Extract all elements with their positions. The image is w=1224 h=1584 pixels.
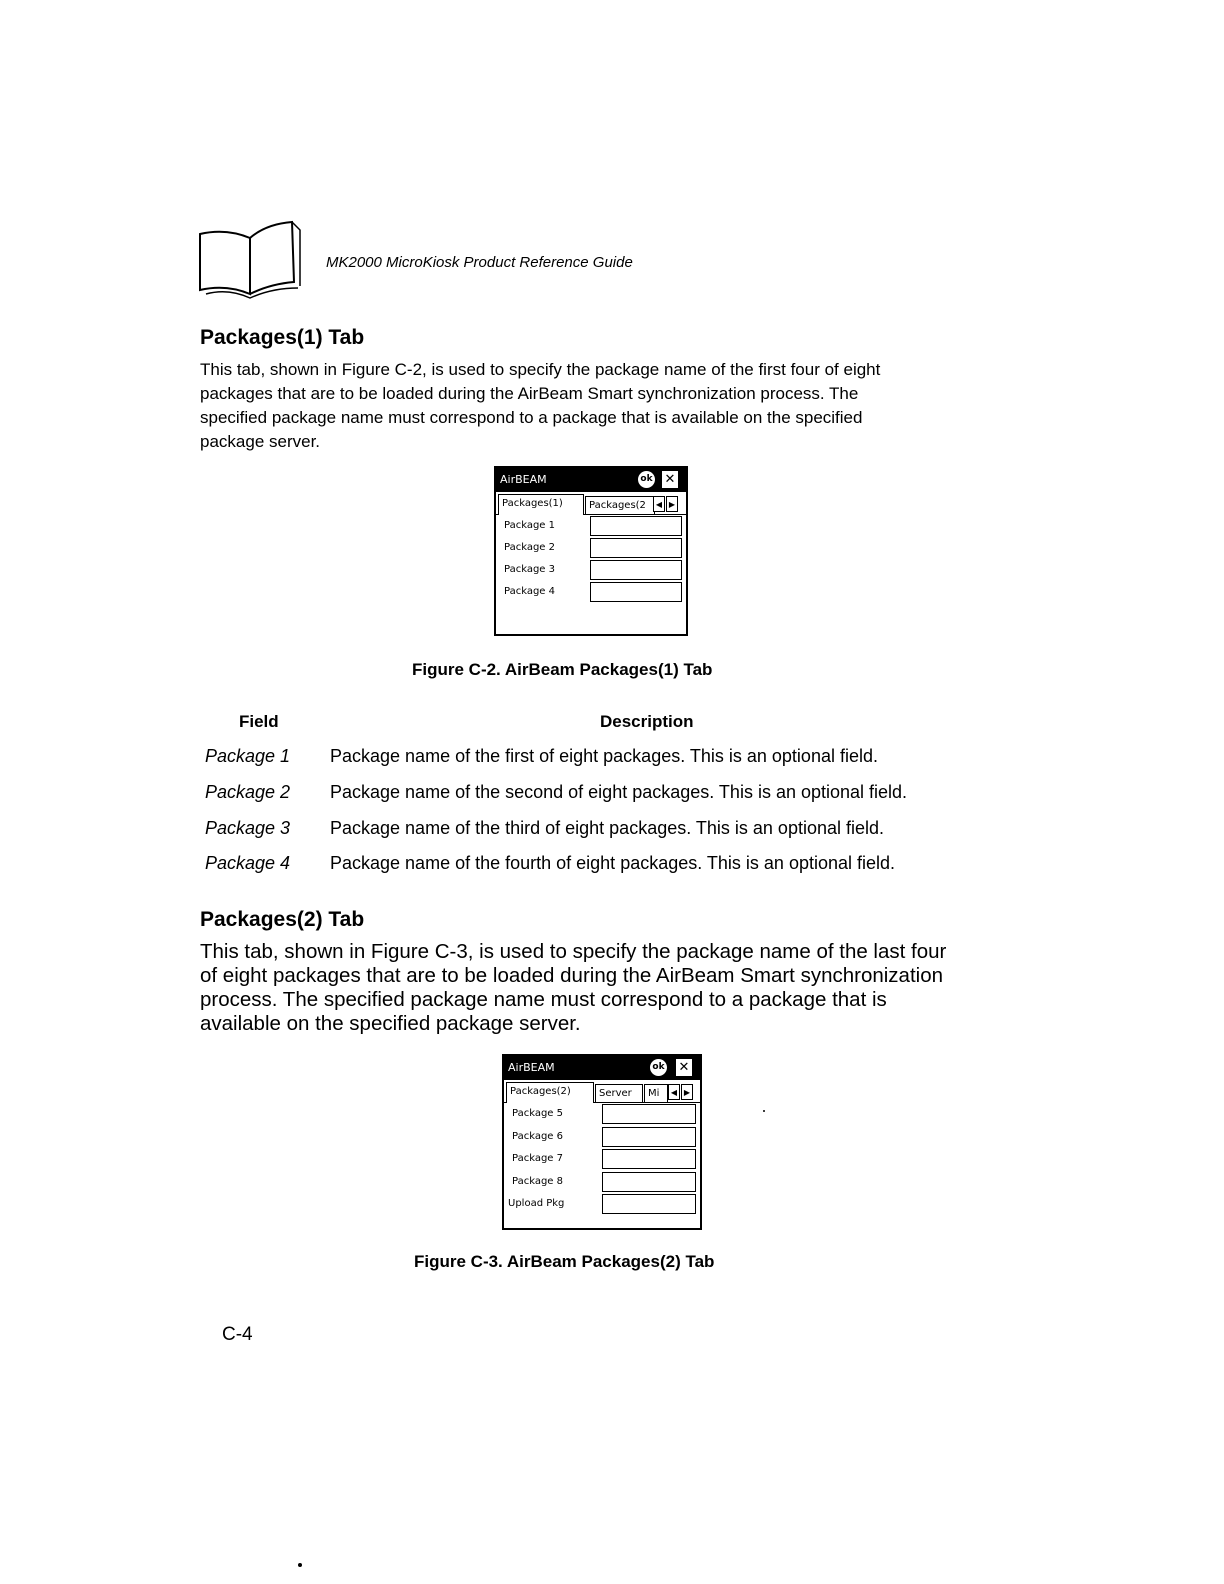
- table-cell-description: Package name of the second of eight packages. This is an optional field.: [330, 782, 908, 802]
- field-row-package-5: [504, 1103, 700, 1126]
- table-cell-field: Package 1: [205, 746, 291, 766]
- title-bar: [504, 1056, 700, 1080]
- tab-packages2[interactable]: Packages(2): [506, 1082, 594, 1103]
- open-book-icon: [196, 220, 304, 302]
- field-row-package-2: [496, 537, 686, 559]
- page-number: C-4: [222, 1324, 253, 1345]
- table-row: [0, 818, 1224, 854]
- table-header-field: Field: [239, 712, 279, 731]
- ok-button[interactable]: ok: [638, 471, 655, 488]
- table-cell-description: Package name of the first of eight packages. This is an optional field.: [330, 746, 878, 766]
- field-row-package-4: [496, 581, 686, 603]
- package-4-input[interactable]: [590, 582, 682, 602]
- section-heading-packages1: Packages(1) Tab: [200, 326, 365, 349]
- field-label: Package 1: [504, 520, 555, 531]
- field-label: Package 5: [512, 1108, 563, 1119]
- field-label: Package 8: [512, 1175, 563, 1187]
- table-row: [0, 782, 1224, 818]
- section2-paragraph: [200, 940, 946, 1036]
- scroll-left-icon[interactable]: ◀: [668, 1084, 680, 1100]
- window-title: AirBEAM: [500, 473, 547, 486]
- package-8-input[interactable]: [602, 1172, 696, 1192]
- tab-row: [496, 492, 686, 515]
- figure-caption-c3: Figure C-3. AirBeam Packages(2) Tab: [414, 1252, 715, 1271]
- package-6-input[interactable]: [602, 1127, 696, 1147]
- field-label: Package 3: [504, 564, 555, 575]
- upload-pkg-input[interactable]: [602, 1194, 696, 1214]
- scan-speck: [298, 1563, 302, 1567]
- section1-paragraph: [200, 358, 880, 454]
- paragraph-line: available on the specified package server.: [200, 1012, 581, 1035]
- field-label: Package 6: [512, 1130, 563, 1142]
- field-label: Package 7: [512, 1153, 563, 1164]
- table-row: [0, 746, 1224, 782]
- airbeam-window-packages2: [502, 1054, 702, 1230]
- field-row-upload-pkg: [504, 1193, 700, 1216]
- table-cell-description: Package name of the fourth of eight packages. This is an optional field.: [330, 853, 896, 873]
- table-header-description: Description: [600, 712, 694, 731]
- window-title: AirBEAM: [508, 1061, 555, 1074]
- scroll-right-icon[interactable]: ▶: [666, 496, 678, 512]
- section-heading-packages2: Packages(2) Tab: [200, 908, 365, 931]
- field-label: Package 2: [504, 542, 555, 553]
- field-row-package-7: [504, 1148, 700, 1171]
- field-row-package-8: [504, 1171, 700, 1194]
- package-5-input[interactable]: [602, 1104, 696, 1124]
- paragraph-line: specified package name must correspond to a package that is available on the specified: [200, 408, 863, 427]
- scroll-left-icon[interactable]: ◀: [653, 496, 665, 512]
- tab-packages2[interactable]: Packages(2: [585, 496, 655, 514]
- field-label: Package 4: [504, 586, 555, 597]
- field-row-package-3: [496, 559, 686, 581]
- close-button[interactable]: ✕: [662, 471, 678, 488]
- ok-button[interactable]: ok: [650, 1059, 667, 1076]
- field-label: Upload Pkg: [508, 1198, 565, 1209]
- scan-speck: [763, 1110, 765, 1112]
- table-cell-field: Package 4: [205, 853, 291, 873]
- package-1-input[interactable]: [590, 516, 682, 536]
- close-button[interactable]: ✕: [676, 1059, 692, 1076]
- tab-server[interactable]: Server: [595, 1084, 643, 1102]
- table-row: [0, 853, 1224, 889]
- paragraph-line: This tab, shown in Figure C-2, is used to specify the package name of the first four of eight: [200, 360, 881, 379]
- tab-packages1[interactable]: Packages(1): [498, 494, 584, 515]
- paragraph-line: process. The specified package name must correspond to a package that is: [200, 988, 887, 1011]
- table-cell-field: Package 3: [205, 818, 291, 838]
- package-7-input[interactable]: [602, 1149, 696, 1169]
- paragraph-line: packages that are to be loaded during the AirBeam Smart synchronization process. The: [200, 384, 859, 403]
- table-cell-field: Package 2: [205, 782, 291, 802]
- scroll-right-icon[interactable]: ▶: [681, 1084, 693, 1100]
- figure-caption-c2: Figure C-2. AirBeam Packages(1) Tab: [412, 660, 713, 679]
- paragraph-line: of eight packages that are to be loaded during the AirBeam Smart synchronization: [200, 964, 944, 987]
- field-row-package-6: [504, 1126, 700, 1149]
- package-2-input[interactable]: [590, 538, 682, 558]
- airbeam-window-packages1: [494, 466, 688, 636]
- title-bar: [496, 468, 686, 492]
- package-3-input[interactable]: [590, 560, 682, 580]
- field-row-package-1: [496, 515, 686, 537]
- table-cell-description: Package name of the third of eight packages. This is an optional field.: [330, 818, 885, 838]
- tab-row: [504, 1080, 700, 1103]
- running-title: MK2000 MicroKiosk Product Reference Guide: [326, 254, 633, 271]
- paragraph-line: This tab, shown in Figure C-3, is used to specify the package name of the last four: [200, 940, 947, 963]
- paragraph-line: package server.: [200, 432, 321, 451]
- tab-misc[interactable]: Mi: [644, 1084, 668, 1102]
